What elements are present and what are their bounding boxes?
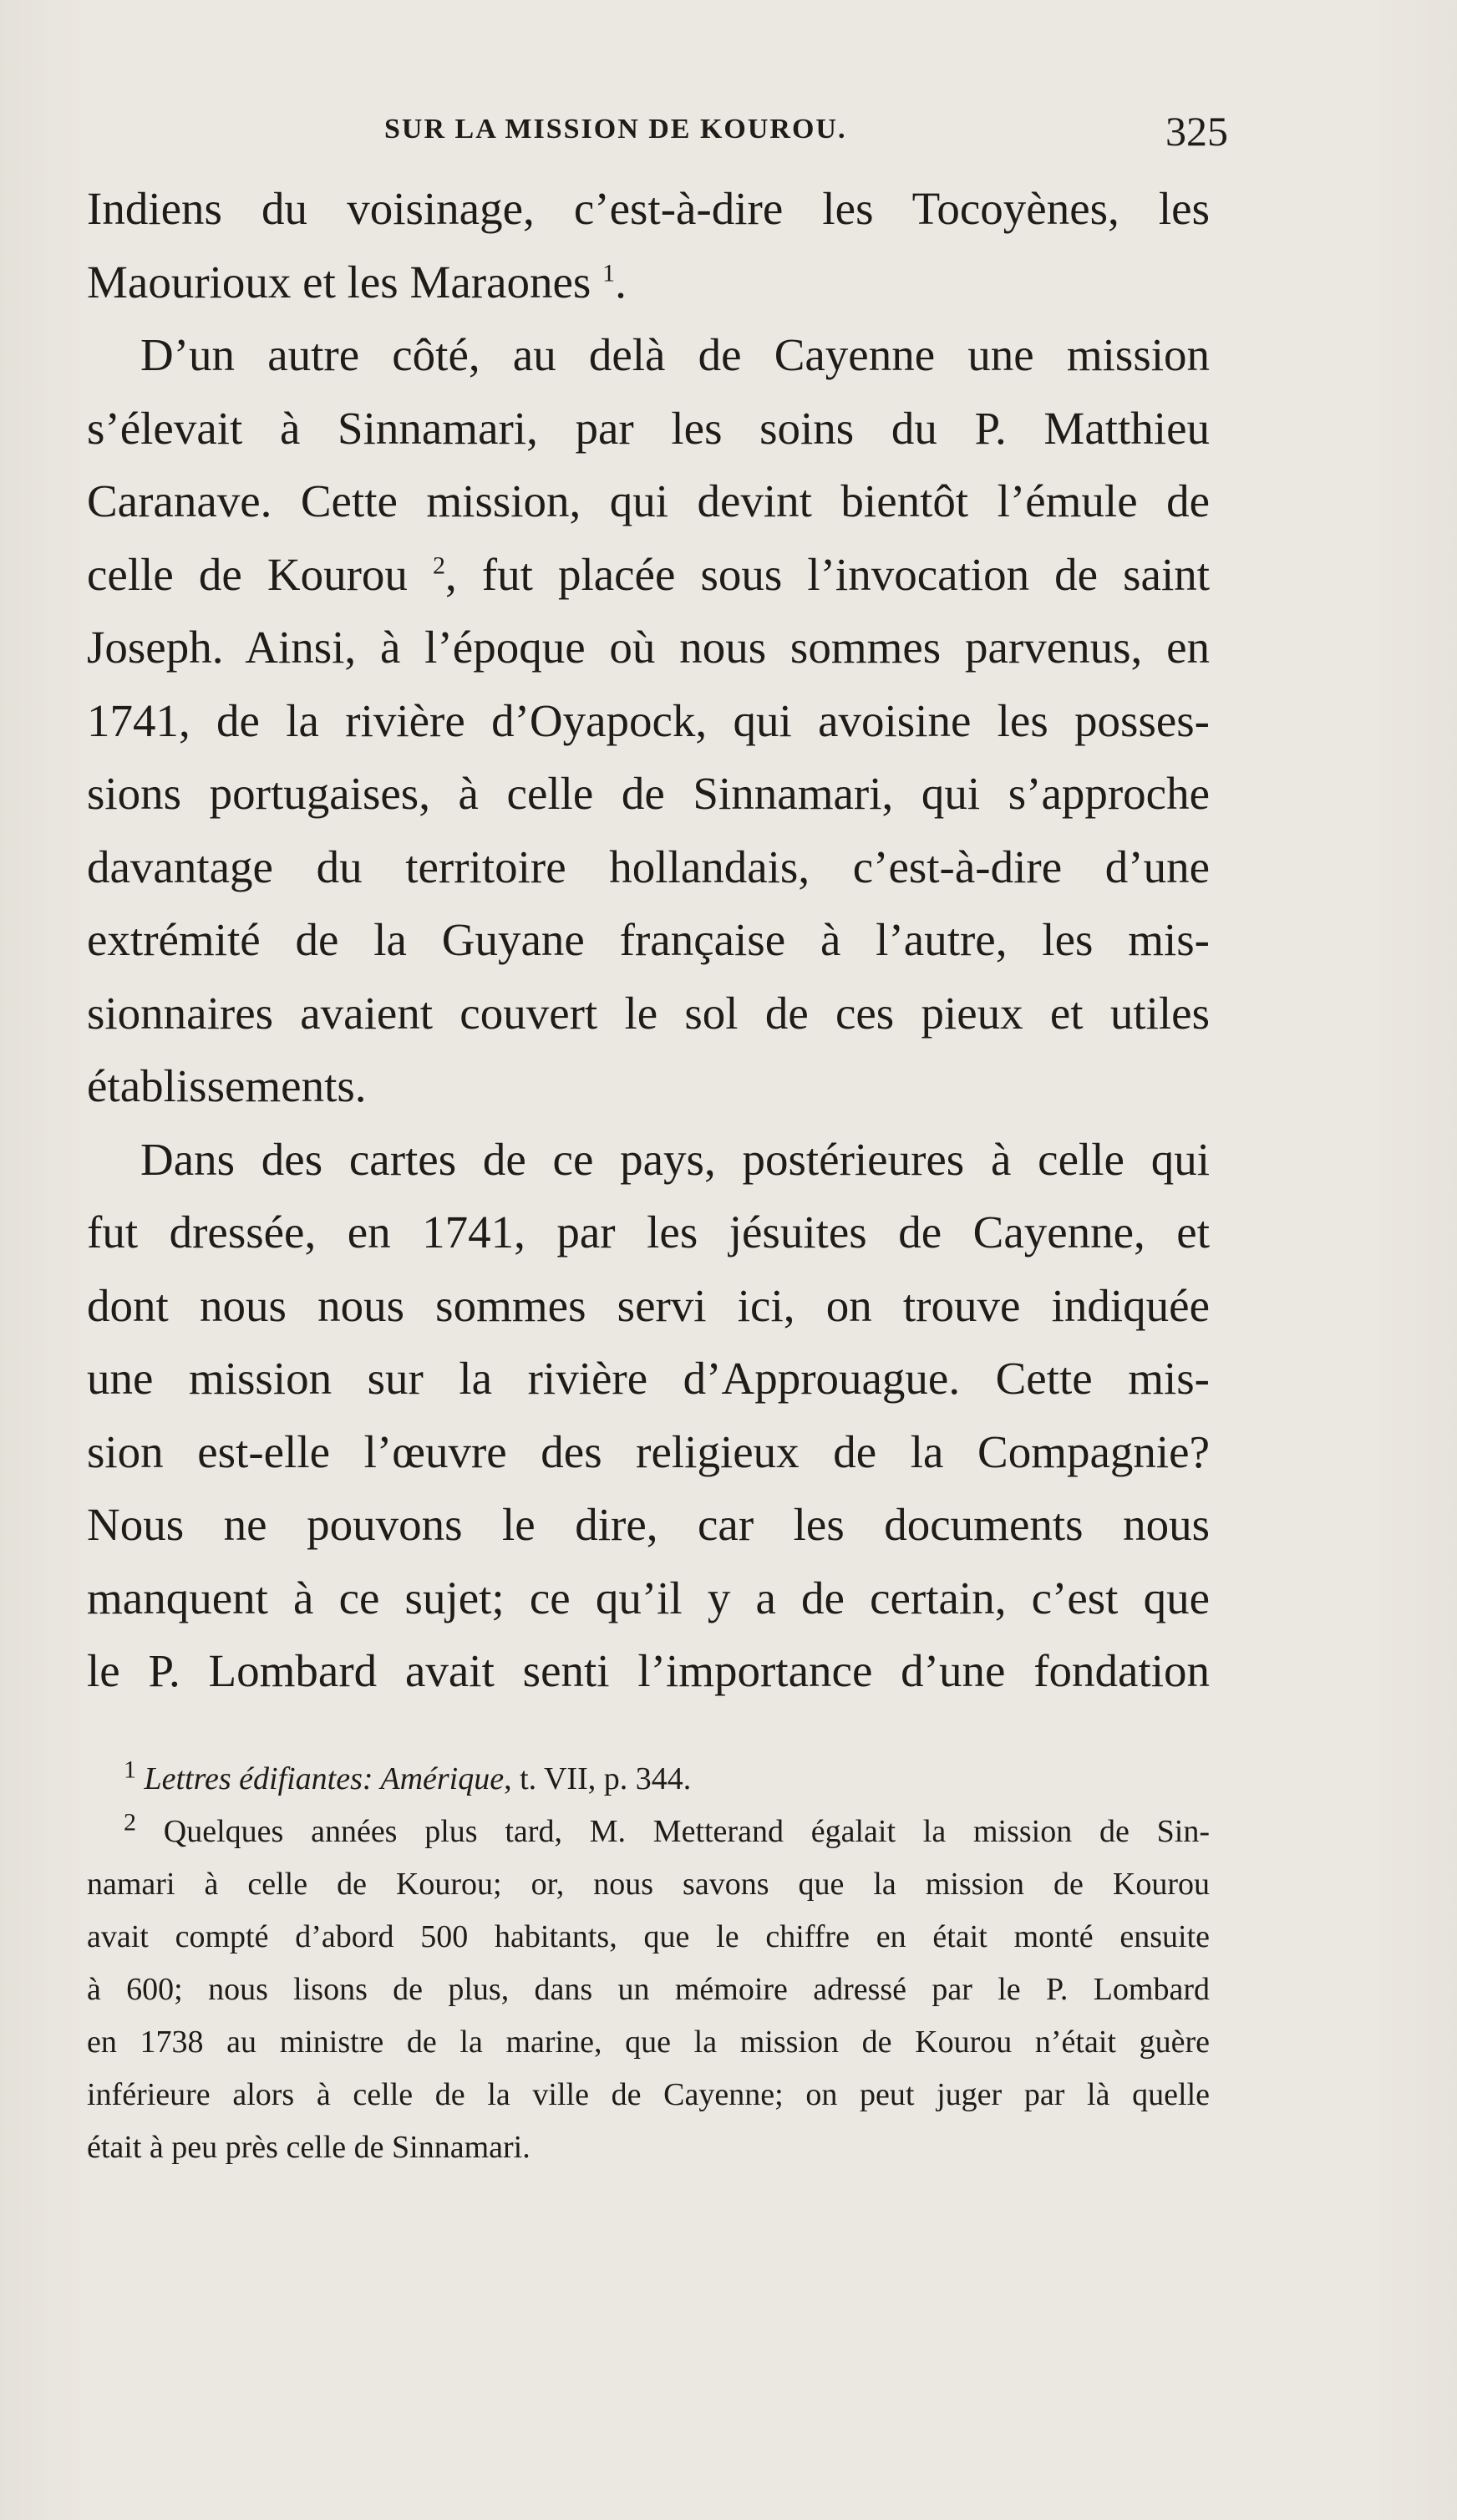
footnote-text: Quelques années plus tard, M. Metterand égalait la mission de Sin-: [163, 1814, 1210, 1849]
running-title: SUR LA MISSION DE KOUROU.: [384, 114, 847, 145]
body-line-text: celle de Kourou: [87, 548, 408, 600]
body-line: le P. Lombard avait senti l’importance d’une fondation: [87, 1645, 1210, 1696]
footnote-line: à 600; nous lisons de plus, dans un mémoire adressé par le P. Lombard: [87, 1972, 1210, 2007]
body-line: Indiens du voisinage, c’est-à-dire les Tocoyènes, les: [87, 183, 1210, 234]
body-line: sionnaires avaient couvert le sol de ces pieux et utiles: [87, 987, 1210, 1039]
body-line-text: Maourioux et les Maraones: [87, 256, 591, 307]
body-line: Joseph. Ainsi, à l’époque où nous sommes parvenus, en: [87, 622, 1210, 673]
body-line: fut dressée, en 1741, par les jésuites de Cayenne, et: [87, 1207, 1210, 1257]
body-line: extrémité de la Guyane française à l’autre, les mis-: [87, 914, 1210, 965]
running-head: [384, 107, 1228, 157]
footnote-ref: 1: [602, 259, 616, 287]
footnote-1: [87, 1753, 1210, 1806]
footnote-line: inférieure alors à celle de la ville de Cayenne; on peut juger par là quelle: [87, 2077, 1210, 2112]
body-line: Nous ne pouvons le dire, car les documents nous: [87, 1499, 1210, 1550]
footnote-number: 1: [124, 1755, 136, 1784]
body-line: Caranave. Cette mission, qui devint bientôt l’émule de: [87, 475, 1210, 526]
page-number: 325: [1165, 108, 1228, 155]
body-line: s’élevait à Sinnamari, par les soins du P. Matthieu: [87, 402, 1210, 454]
footnote-line: était à peu près celle de Sinnamari.: [87, 2130, 531, 2165]
body-line: davantage du territoire hollandais, c’est-à-dire d’une: [87, 841, 1210, 892]
footnote-2: [87, 1806, 1210, 1858]
footnotes: [87, 1753, 1210, 2174]
body-line: sion est-elle l’œuvre des religieux de la Compagnie?: [87, 1425, 1210, 1477]
footnote-line: en 1738 au ministre de la marine, que la mission de Kourou n’était guère: [87, 2025, 1210, 2060]
body-line: une mission sur la rivière d’Approuague. Cette mis-: [87, 1353, 1210, 1404]
body-line: dont nous nous sommes servi ici, on trouve indiquée: [87, 1279, 1210, 1331]
body-line: établissements.: [87, 1060, 367, 1111]
footnote-number: 2: [124, 1808, 136, 1837]
footnote-text: , t. VII, p. 344.: [504, 1761, 692, 1796]
body-line: manquent à ce sujet; ce qu’il y a de certain, c’est que: [87, 1572, 1210, 1623]
body-line: 1741, de la rivière d’Oyapock, qui avoisine les posses-: [87, 694, 1210, 746]
footnote-line: namari à celle de Kourou; or, nous savons que la mission de Kourou: [87, 1867, 1210, 1902]
body-line-punct: .: [615, 256, 627, 307]
body-line: [87, 538, 1210, 612]
body-text: [87, 172, 1210, 1708]
footnote-ref: 2: [432, 551, 445, 580]
body-line: [87, 246, 1210, 319]
body-line: sions portugaises, à celle de Sinnamari, qui s’approche: [87, 768, 1210, 819]
footnote-source-title: Lettres édifiantes: Amérique: [144, 1761, 505, 1796]
paragraph-start: D’un autre côté, au delà de Cayenne une mission: [140, 329, 1210, 380]
body-line-text: , fut placée sous l’invocation de saint: [444, 548, 1211, 600]
footnote-line: avait compté d’abord 500 habitants, que le chiffre en était monté ensuite: [87, 1919, 1210, 1954]
paragraph-start: Dans des cartes de ce pays, postérieures à celle qui: [140, 1133, 1210, 1185]
